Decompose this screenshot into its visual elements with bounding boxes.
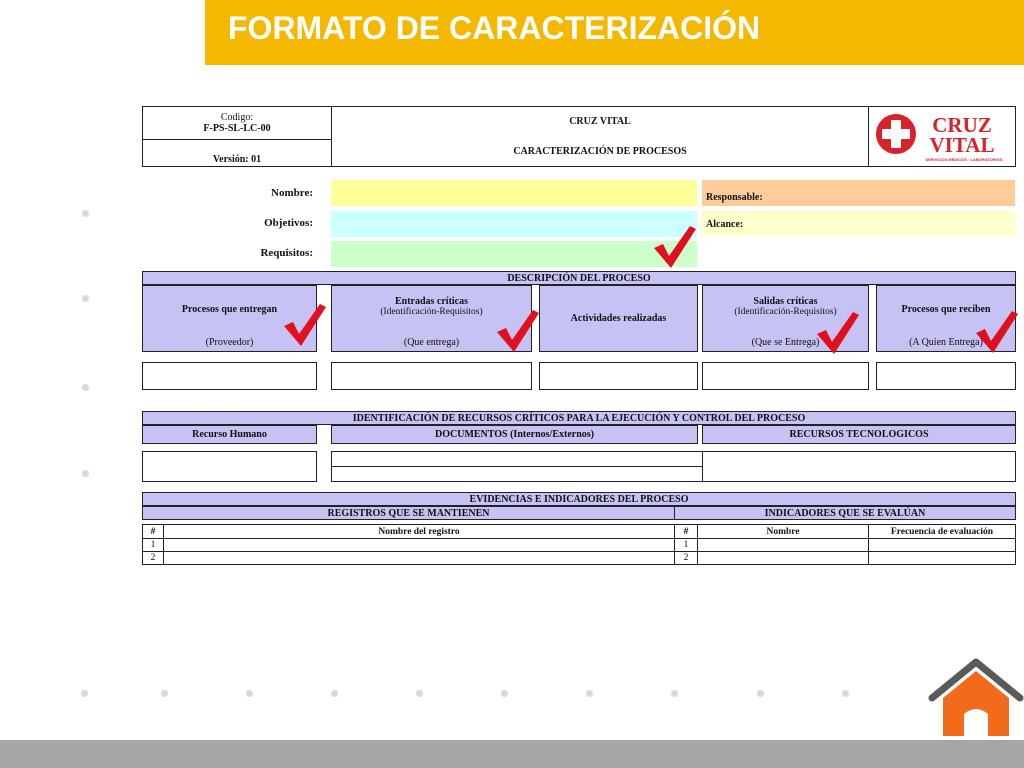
column-title: Salidas críticas	[753, 296, 818, 307]
checkmark-icon	[650, 222, 698, 270]
documentos-header: DOCUMENTOS (Internos/Externos)	[331, 425, 698, 444]
column-foot: (Proveedor)	[205, 337, 254, 348]
decor-dot	[416, 690, 423, 697]
decor-dot	[82, 295, 89, 302]
entry-entradas[interactable]	[331, 362, 532, 390]
codigo-cell	[142, 106, 332, 140]
requisitos-field[interactable]	[331, 241, 697, 267]
cruz-vital-logo	[874, 110, 1010, 164]
logo-line2: VITAL	[929, 132, 995, 157]
column-title: Procesos que entregan	[181, 304, 278, 315]
entry-salidas[interactable]	[702, 362, 869, 390]
indicador-row-number: 2	[674, 551, 698, 565]
entry-actividades[interactable]	[539, 362, 698, 390]
codigo-value: F-PS-SL-LC-00	[203, 123, 271, 134]
indicadores-hash: #	[674, 524, 698, 539]
objetivos-field[interactable]	[331, 211, 697, 237]
entry-reciben[interactable]	[876, 362, 1016, 390]
frecuencia-row-2[interactable]	[868, 551, 1016, 565]
checkmark-icon	[280, 300, 328, 348]
title-cell	[331, 106, 869, 167]
entry-recursos-tecnologicos[interactable]	[702, 451, 1016, 482]
indicador-row-2[interactable]	[697, 551, 869, 565]
nombre-field[interactable]	[331, 180, 697, 206]
registro-row-number: 2	[142, 551, 164, 565]
responsable-label: Responsable:	[706, 192, 763, 203]
descripcion-header: DESCRIPCIÓN DEL PROCESO	[142, 271, 1016, 285]
entry-documento[interactable]	[331, 451, 703, 467]
entry-recurso-humano[interactable]	[142, 451, 317, 482]
company-name: CRUZ VITAL	[569, 116, 631, 128]
registro-row-2[interactable]	[163, 551, 675, 565]
registros-hash: #	[142, 524, 164, 539]
alcance-label: Alcance:	[706, 219, 744, 230]
registro-row-number: 1	[142, 538, 164, 552]
entry-documento[interactable]	[331, 466, 703, 482]
slide-title: FORMATO DE CARACTERIZACIÓN	[228, 10, 761, 46]
nombre-indicador-header: Nombre	[697, 524, 869, 539]
footer-bar	[0, 740, 1024, 768]
checkmark-icon	[493, 306, 541, 354]
decor-dot	[82, 210, 89, 217]
home-icon[interactable]	[928, 658, 1024, 740]
registros-header: REGISTROS QUE SE MANTIENEN	[142, 506, 675, 520]
checkmark-icon	[813, 308, 861, 356]
requisitos-label: Requisitos:	[260, 247, 313, 259]
frecuencia-row-1[interactable]	[868, 538, 1016, 552]
column-sub: (Identificación-Requisitos)	[380, 307, 483, 317]
column-title: Procesos que reciben	[901, 304, 991, 315]
entry-proveedor[interactable]	[142, 362, 317, 390]
logo-line1: CRUZ	[932, 112, 992, 137]
column-foot: (Que entrega)	[403, 337, 460, 348]
column-foot: (A Quien Entrega)	[909, 337, 983, 348]
decor-dot	[246, 690, 253, 697]
logo-cell	[868, 106, 1016, 167]
decor-dot	[671, 690, 678, 697]
decor-dot	[501, 690, 508, 697]
checkmark-icon	[972, 307, 1020, 355]
indicadores-header: INDICADORES QUE SE EVALÚAN	[674, 506, 1016, 520]
frecuencia-header: Frecuencia de evaluación	[868, 524, 1016, 539]
decor-dot	[842, 690, 849, 697]
logo-tagline: SERVICIOS MÉDICOS · LABORATORIOS	[925, 156, 1003, 162]
nombre-registro-header: Nombre del registro	[163, 524, 675, 539]
recurso-humano-header: Recurso Humano	[142, 425, 317, 444]
alcance-field[interactable]	[702, 211, 1015, 236]
decor-dot	[161, 690, 168, 697]
decor-dot	[81, 690, 88, 697]
objetivos-label: Objetivos:	[264, 217, 313, 229]
version-text: Versión: 01	[212, 154, 262, 165]
evidencias-header: EVIDENCIAS E INDICADORES DEL PROCESO	[142, 492, 1016, 506]
recursos-tecnologicos-header: RECURSOS TECNOLOGICOS	[702, 425, 1016, 444]
version-cell	[142, 139, 332, 167]
recursos-header: IDENTIFICACIÓN DE RECURSOS CRÍTICOS PARA LA EJECUCIÓN Y CONTROL DEL PROCESO	[142, 411, 1016, 425]
column-title: Entradas críticas	[394, 296, 469, 307]
decor-dot	[82, 384, 89, 391]
decor-dot	[82, 470, 89, 477]
decor-dot	[331, 690, 338, 697]
column-title: Actividades realizadas	[570, 313, 667, 324]
decor-dot	[586, 690, 593, 697]
indicador-row-number: 1	[674, 538, 698, 552]
indicador-row-1[interactable]	[697, 538, 869, 552]
codigo-label: Codigo:	[220, 112, 254, 123]
column-foot: (Que se Entrega)	[751, 337, 820, 348]
column-actividades	[539, 285, 698, 352]
decor-dot	[757, 690, 764, 697]
nombre-label: Nombre:	[271, 187, 313, 199]
column-sub: (Identificación-Requisitos)	[734, 307, 837, 317]
responsable-field[interactable]	[702, 180, 1015, 206]
registro-row-1[interactable]	[163, 538, 675, 552]
document-title: CARACTERIZACIÓN DE PROCESOS	[513, 145, 687, 157]
